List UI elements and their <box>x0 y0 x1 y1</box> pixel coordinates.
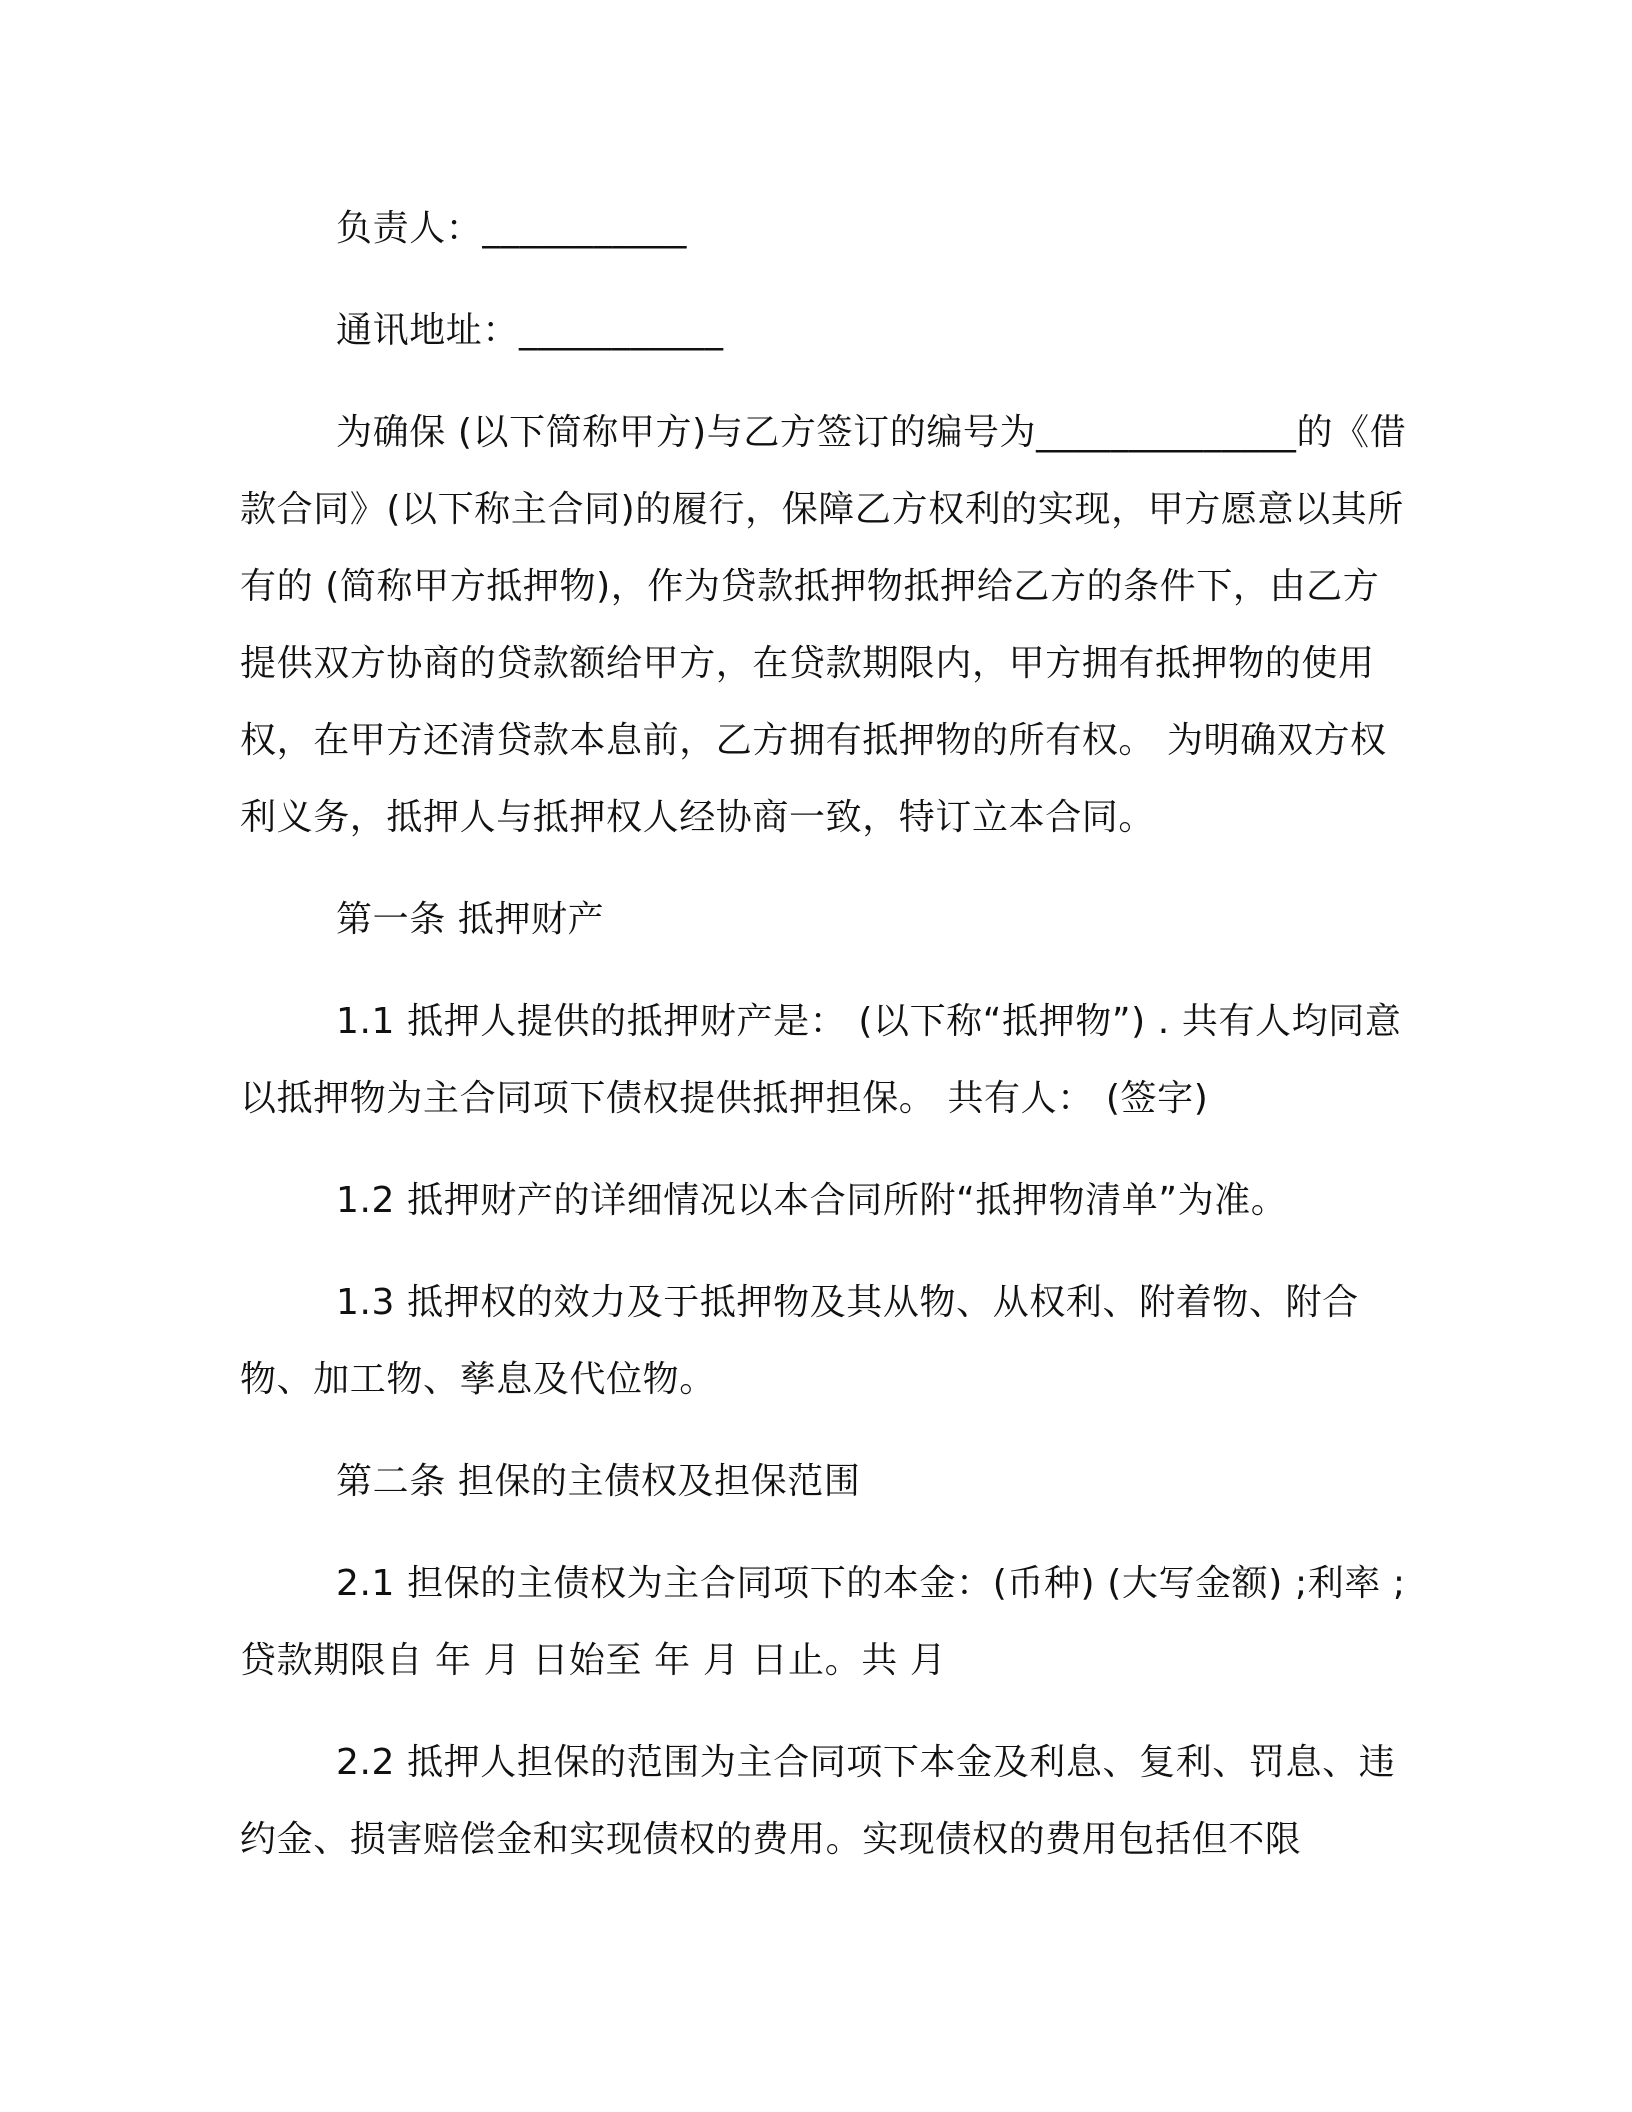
clause-1-2: 1.2 抵押财产的详细情况以本合同所附“抵押物清单”为准。 <box>336 1180 1288 1221</box>
article-one-heading: 第一条 抵押财产 <box>336 899 605 940</box>
preamble-paragraph: 为确保 (以下简称甲方)与乙方签订的编号为______________的《借款合同》(以下称主合同)的履行，保障乙方权利的实现，甲方愿意以其所有的 (简称甲方抵押物)，作为贷款抵押物抵押给乙方的条件下，由乙方提供双方协商的贷款额给甲方，在贷款期限内，甲方拥有抵押物的使用权，在甲方还清贷款本息前，乙方拥有抵押物的所有权。 为明确双方权利义务，抵押人与抵押权人经协商一致，特订立本合同。 <box>240 412 1407 838</box>
clause-2-2: 2.2 抵押人担保的范围为主合同项下本金及利息、复利、罚息、违约金、损害赔偿金和实现债权的费用。实现债权的费用包括但不限 <box>240 1742 1396 1860</box>
clause-1-3: 1.3 抵押权的效力及于抵押物及其从物、从权利、附着物、附合物、加工物、孳息及代位物。 <box>240 1282 1359 1400</box>
responsible-person-line: 负责人：___________ <box>336 208 687 249</box>
clause-2-1: 2.1 担保的主债权为主合同项下的本金：(币种) (大写金额) ;利率 ;贷款期限自 年 月 日始至 年 月 日止。共 月 <box>240 1563 1406 1681</box>
article-two-heading: 第二条 担保的主债权及担保范围 <box>336 1461 861 1502</box>
mailing-address-line: 通讯地址：___________ <box>336 310 724 351</box>
clause-1-1: 1.1 抵押人提供的抵押财产是： (以下称“抵押物”) . 共有人均同意以抵押物为主合同项下债权提供抵押担保。 共有人： (签字) <box>240 1001 1402 1119</box>
document-body <box>240 190 1410 1901</box>
